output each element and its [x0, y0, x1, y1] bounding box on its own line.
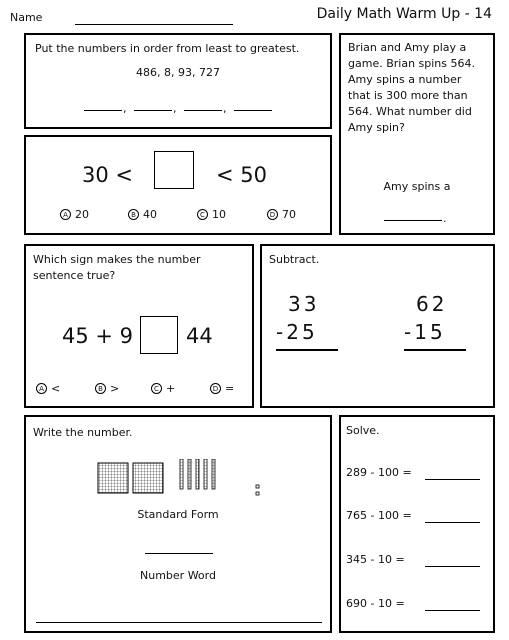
tens-rod-icon: [204, 459, 207, 489]
sign-box: [24, 244, 254, 408]
number-word-label: Number Word: [140, 569, 216, 582]
sign-question-line: Which sign makes the number: [33, 253, 201, 266]
option-letter-icon: A: [36, 383, 47, 394]
sign-question-line: sentence true?: [33, 269, 116, 282]
compare-option-a[interactable]: [60, 208, 89, 221]
page-title: Daily Math Warm Up - 14: [316, 6, 492, 22]
subtract-box: [260, 244, 495, 408]
compare-box: [24, 135, 332, 235]
order-instruction: Put the numbers in order from least to greatest.: [35, 42, 300, 55]
word-problem-line: Amy spins a number: [348, 73, 462, 86]
word-problem-answer-prefix: Amy spins a: [383, 180, 451, 193]
compare-option-d[interactable]: [267, 208, 296, 221]
hundreds-flat-icon: [98, 463, 128, 493]
option-value: <: [51, 382, 61, 395]
tens-rod-icon: [188, 459, 191, 489]
order-answer-blank-2[interactable]: [134, 110, 172, 111]
ones-cube-icon: [256, 492, 259, 495]
option-letter-icon: C: [151, 383, 162, 394]
word-problem-line: that is 300 more than: [348, 89, 468, 102]
standard-form-label: Standard Form: [137, 508, 219, 521]
solve-item-4: 690 - 10 =: [346, 597, 405, 610]
subtract-1-top: 33: [288, 292, 320, 316]
solve-item-3: 345 - 10 =: [346, 553, 405, 566]
solve-answer-blank-3[interactable]: [425, 566, 480, 567]
order-separator-3: ,: [223, 102, 227, 115]
solve-answer-blank-2[interactable]: [425, 522, 480, 523]
base-ten-blocks: [96, 459, 296, 505]
sign-left: 45 + 9: [62, 324, 134, 348]
option-value: 70: [282, 208, 296, 221]
option-value: 20: [75, 208, 89, 221]
word-problem-answer-suffix: .: [443, 212, 447, 225]
sign-right: 44: [186, 324, 213, 348]
header: [0, 0, 509, 30]
write-number-box: [24, 415, 332, 633]
order-separator-1: ,: [123, 102, 127, 115]
option-value: +: [166, 382, 176, 395]
compare-right: < 50: [216, 163, 267, 187]
word-problem-text: [348, 40, 475, 136]
tens-rod-icon: [180, 459, 183, 489]
order-separator-2: ,: [173, 102, 177, 115]
subtract-2-top: 62: [416, 292, 448, 316]
word-problem-line: 564. What number did: [348, 105, 472, 118]
option-letter-icon: A: [60, 209, 71, 220]
sign-question: [33, 252, 201, 284]
order-numbers-box: [24, 33, 332, 129]
solve-label: Solve.: [346, 424, 380, 437]
solve-answer-blank-4[interactable]: [425, 610, 480, 611]
name-field[interactable]: [75, 24, 233, 25]
standard-form-blank[interactable]: [145, 553, 213, 554]
number-word-blank[interactable]: [36, 622, 322, 623]
word-problem-line: game. Brian spins 564.: [348, 57, 475, 70]
sign-option-b[interactable]: [95, 382, 119, 395]
subtract-label: Subtract.: [269, 253, 320, 266]
order-answer-blank-1[interactable]: [84, 110, 122, 111]
word-problem-line: Brian and Amy play a: [348, 41, 467, 54]
option-value: >: [110, 382, 120, 395]
option-letter-icon: B: [95, 383, 106, 394]
compare-left: 30 <: [82, 163, 133, 187]
option-letter-icon: D: [210, 383, 221, 394]
option-value: 10: [212, 208, 226, 221]
write-number-label: Write the number.: [33, 426, 133, 439]
solve-answer-blank-1[interactable]: [425, 479, 480, 480]
hundreds-flat-icon: [133, 463, 163, 493]
solve-item-2: 765 - 100 =: [346, 509, 412, 522]
subtract-1-bottom: -25: [276, 320, 318, 344]
option-value: 40: [143, 208, 157, 221]
sign-answer-box[interactable]: [140, 316, 178, 354]
option-value: =: [225, 382, 235, 395]
sign-option-d[interactable]: [210, 382, 234, 395]
order-answer-blank-3[interactable]: [184, 110, 222, 111]
sign-option-c[interactable]: [151, 382, 175, 395]
compare-option-b[interactable]: [128, 208, 157, 221]
order-numbers: 486, 8, 93, 727: [136, 66, 220, 79]
compare-option-c[interactable]: [197, 208, 226, 221]
name-label: Name: [10, 11, 43, 24]
ones-cube-icon: [256, 485, 259, 488]
option-letter-icon: B: [128, 209, 139, 220]
compare-answer-box[interactable]: [154, 151, 194, 189]
tens-rod-icon: [196, 459, 199, 489]
sign-option-a[interactable]: [36, 382, 60, 395]
option-letter-icon: D: [267, 209, 278, 220]
tens-rod-icon: [212, 459, 215, 489]
solve-item-1: 289 - 100 =: [346, 466, 412, 479]
option-letter-icon: C: [197, 209, 208, 220]
subtract-1-answer-line[interactable]: [276, 349, 338, 351]
word-problem-line: Amy spin?: [348, 121, 405, 134]
order-answer-blank-4[interactable]: [234, 110, 272, 111]
subtract-2-bottom: -15: [404, 320, 446, 344]
subtract-2-answer-line[interactable]: [404, 349, 466, 351]
word-problem-box: [339, 33, 495, 235]
word-problem-answer-blank[interactable]: [384, 220, 442, 221]
